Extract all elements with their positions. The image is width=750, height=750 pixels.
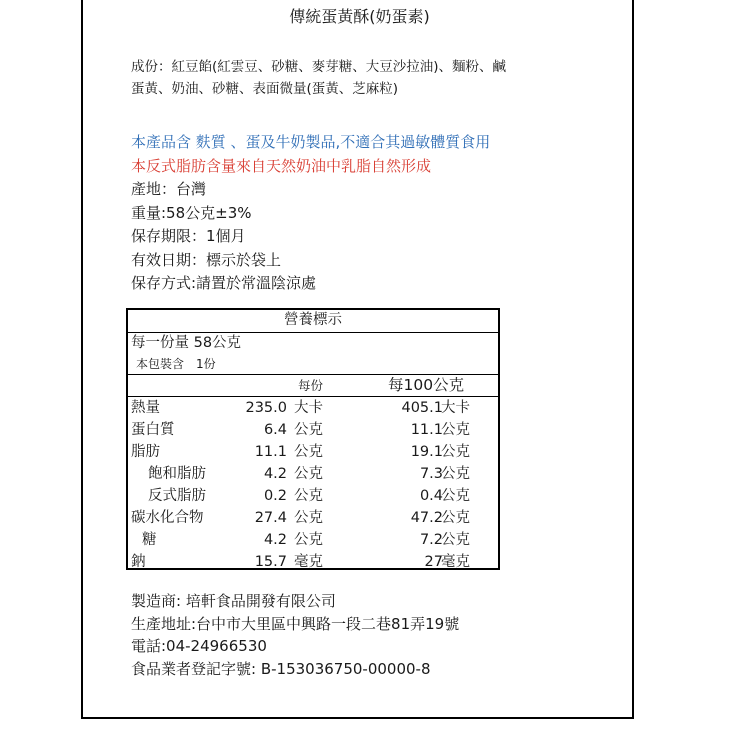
value-per-100g: 0.4: [419, 488, 443, 504]
unit-per-serving: 大卡: [294, 400, 323, 416]
nutrition-title: 營養標示: [128, 310, 498, 333]
unit-per-serving: 毫克: [294, 554, 323, 570]
unit-per-100g: 公克: [441, 488, 470, 504]
nutrient-name: 蛋白質: [131, 422, 175, 438]
value-per-serving: 4.2: [263, 532, 287, 548]
expiry-date: 有效日期：標示於袋上: [131, 250, 282, 269]
value-per-100g: 11.1: [410, 422, 443, 438]
nutrient-name: 糖: [142, 532, 157, 548]
value-per-serving: 4.2: [263, 466, 287, 482]
nutrition-column-headers: [128, 375, 498, 397]
nutrition-row: [128, 419, 498, 441]
manufacturer: 製造商: 培軒食品開發有限公司: [131, 592, 336, 610]
transfat-note: 本反式脂肪含量來自天然奶油中乳脂自然形成: [131, 156, 432, 175]
nutrient-name: 飽和脂肪: [148, 466, 206, 482]
nutrient-name: 脂肪: [131, 444, 160, 460]
value-per-100g: 7.3: [419, 466, 443, 482]
nutrient-name: 鈉: [131, 554, 146, 570]
unit-per-100g: 大卡: [441, 400, 470, 416]
product-info: [131, 131, 591, 296]
unit-per-serving: 公克: [294, 532, 323, 548]
ingredients-line-2: 蛋黃、奶油、砂糖、表面微量(蛋黃、芝麻粒): [131, 81, 399, 97]
product-title: 傳統蛋黃酥(奶蛋素): [289, 7, 430, 26]
nutrient-name: 反式脂肪: [148, 488, 206, 504]
nutrient-name: 碳水化合物: [131, 510, 204, 526]
storage-method: 保存方式:請置於常溫陰涼處: [131, 274, 317, 292]
nutrition-row: [128, 551, 498, 573]
registration-number: 食品業者登記字號: B-153036750-00000-8: [131, 659, 431, 678]
unit-per-serving: 公克: [294, 444, 323, 460]
unit-per-100g: 公克: [441, 532, 470, 548]
allergen-warning: 本產品含 麩質 、蛋及牛奶製品,不適合其過敏體質食用: [131, 133, 491, 151]
value-per-100g: 7.2: [419, 532, 443, 548]
ingredients-line-1: 成份：紅豆餡(紅雲豆、砂糖、麥芽糖、大豆沙拉油)、麵粉、鹹: [131, 59, 507, 75]
column-per-100g: 每100公克: [388, 376, 465, 394]
unit-per-100g: 公克: [441, 422, 470, 438]
servings-per-package: 本包裝含 1份: [128, 354, 498, 375]
value-per-serving: 235.0: [245, 400, 287, 416]
unit-per-serving: 公克: [294, 422, 323, 438]
nutrition-row: [128, 485, 498, 507]
value-per-100g: 47.2: [410, 510, 443, 526]
ingredients: [131, 56, 571, 100]
production-address: 生產地址:台中市大里區中興路一段二巷81弄19號: [131, 614, 460, 633]
unit-per-100g: 公克: [441, 510, 470, 526]
nutrition-row: [128, 529, 498, 551]
unit-per-serving: 公克: [294, 466, 323, 482]
value-per-100g: 27: [424, 554, 443, 570]
weight: 重量:58公克±3%: [131, 203, 252, 222]
unit-per-100g: 公克: [441, 444, 470, 460]
nutrition-row: [128, 397, 498, 419]
value-per-serving: 6.4: [263, 422, 287, 438]
nutrient-name: 熱量: [131, 400, 160, 416]
unit-per-100g: 毫克: [441, 554, 470, 570]
nutrition-row: [128, 507, 498, 529]
nutrition-rows: [128, 397, 498, 573]
value-per-serving: 15.7: [254, 554, 287, 570]
nutrition-table: [126, 308, 500, 570]
shelf-life: 保存期限：1個月: [131, 227, 246, 245]
serving-size: 每一份量 58公克: [131, 335, 242, 351]
nutrition-row: [128, 463, 498, 485]
unit-per-serving: 公克: [294, 510, 323, 526]
value-per-100g: 19.1: [410, 444, 443, 460]
value-per-serving: 11.1: [254, 444, 287, 460]
column-per-serving: 每份: [298, 378, 324, 393]
value-per-serving: 0.2: [263, 488, 287, 504]
value-per-serving: 27.4: [254, 510, 287, 526]
unit-per-serving: 公克: [294, 488, 323, 504]
nutrition-row: [128, 441, 498, 463]
product-label: [81, 0, 634, 719]
value-per-100g: 405.1: [401, 400, 443, 416]
unit-per-100g: 公克: [441, 466, 470, 482]
phone: 電話:04-24966530: [131, 637, 267, 655]
manufacturer-info: [131, 590, 591, 680]
origin: 產地：台灣: [131, 180, 207, 198]
